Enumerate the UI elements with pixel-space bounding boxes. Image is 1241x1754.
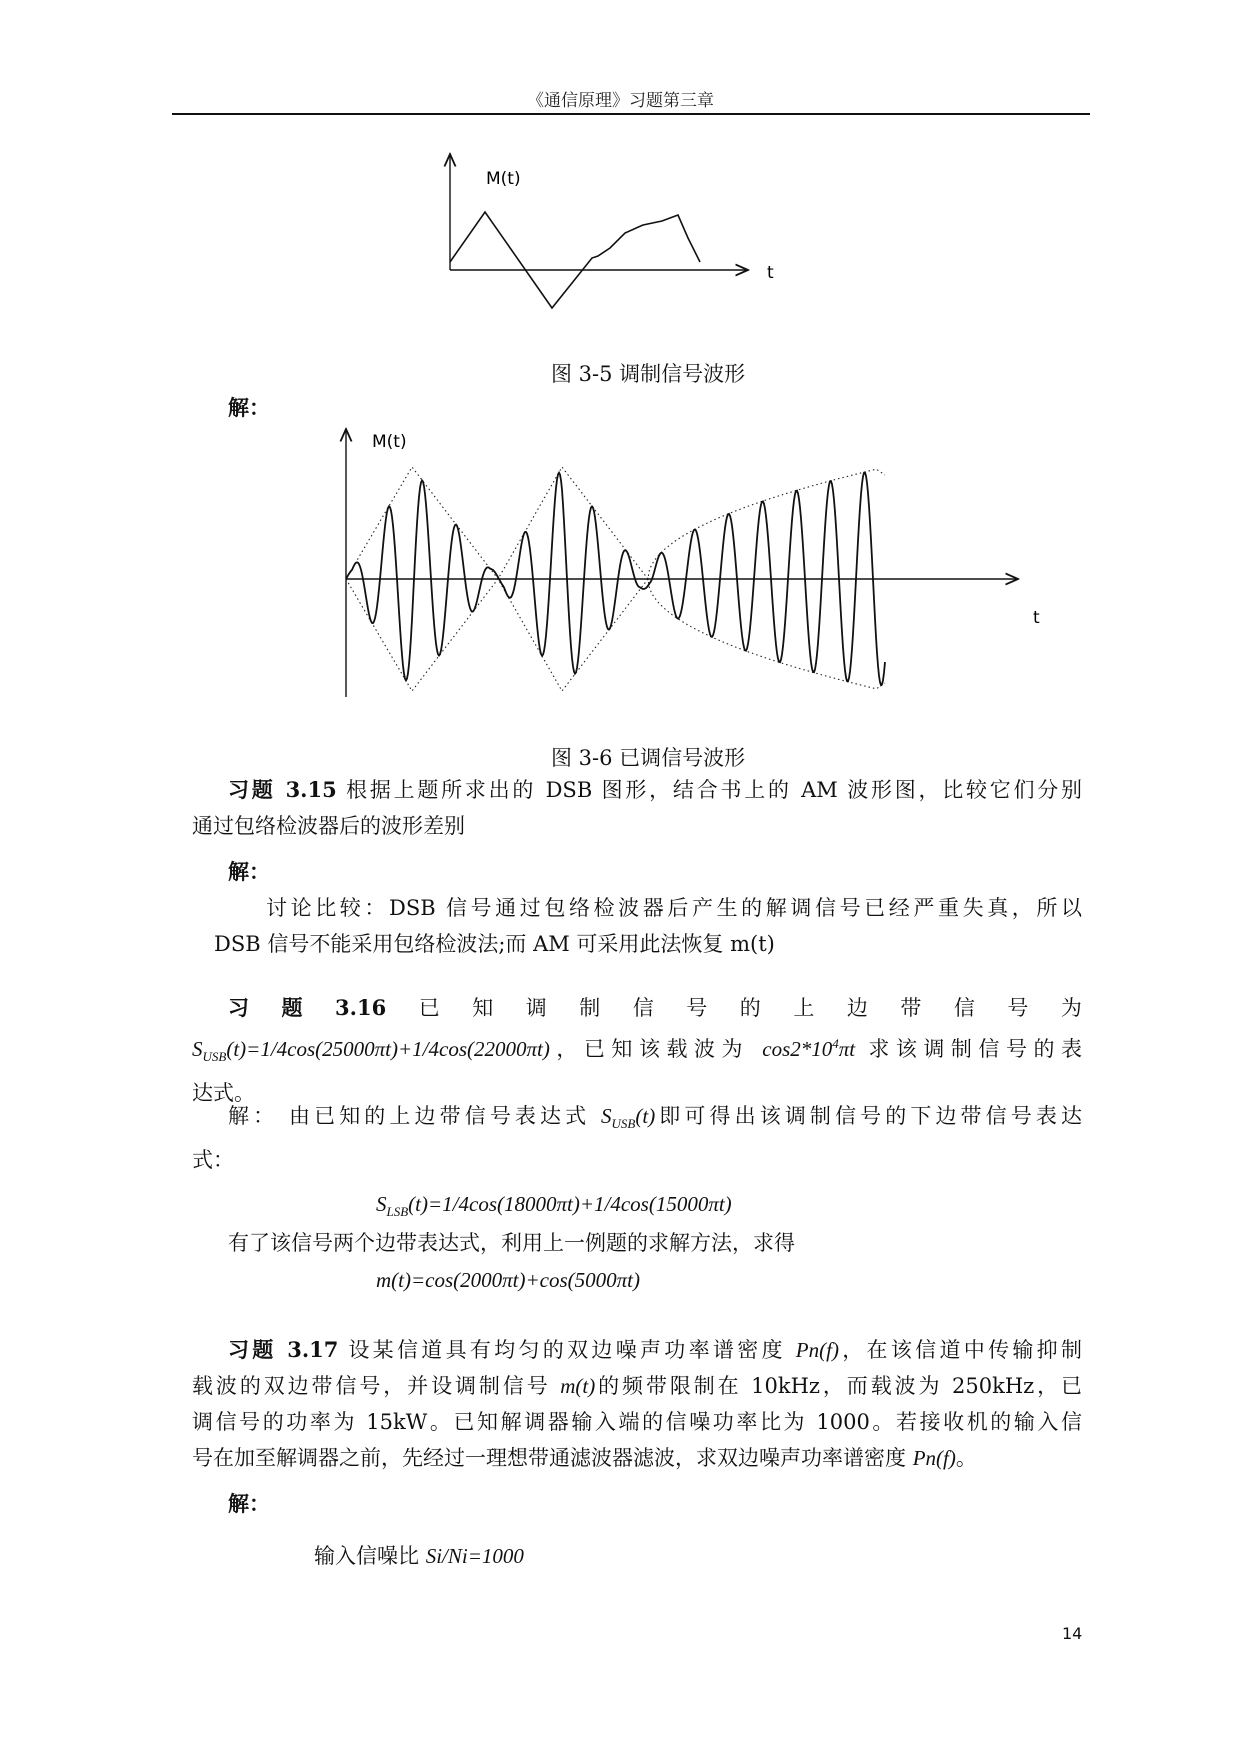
fig1-signal-curve — [450, 212, 700, 308]
ex316-char: 知 — [472, 996, 494, 1020]
ex316-usb-expr: $S_{USB}(t)=1/4\cos(25000\pi t)+1/4\cos(22000\pi t)$ — [192, 1037, 550, 1065]
ex316-m-expr: m(t)=cos(2000πt)+cos(5000πt) — [376, 1268, 640, 1292]
header-rule — [172, 113, 1090, 115]
ex316-char: 号 — [1007, 996, 1029, 1020]
ex316-char: 信 — [632, 996, 654, 1020]
ex316-char: 已 — [418, 996, 440, 1020]
ex316-char: 边 — [846, 996, 868, 1020]
ex316-char: 题 — [281, 995, 303, 1020]
ex316-statement — [192, 990, 1082, 1111]
ex316-answer — [192, 1098, 1082, 1178]
page-number: 14 — [1062, 1624, 1083, 1643]
ex317-line3: 调信号的功率为 15kW。已知解调器输入端的信噪功率比为 1000。若接收机的输入信 — [192, 1410, 1082, 1434]
ex315-label: 习题 3.15 — [228, 777, 337, 802]
figure-3-6 — [330, 425, 1060, 715]
ex316-char: 习 — [228, 995, 249, 1020]
figure-3-6-caption: 图 3-6 已调信号波形 — [551, 746, 746, 770]
ex316-answer-line1: 解： 由已知的上边带信号表达式 $S_{USB}(t)$即可得出该调制信号的下边带信号表达 — [228, 1104, 1082, 1132]
ex315-line2: 通过包络检波器后的波形差别 — [192, 814, 465, 838]
answer-label-1: 解： — [228, 395, 270, 420]
ex316-char: 上 — [793, 996, 815, 1020]
ex316-mid-text: ，已知该载波为 — [549, 1037, 750, 1061]
ex316-char: 号 — [686, 996, 708, 1020]
ex317-line4: 号在加至解调器之前，先经过一理想带通滤波器滤波，求双边噪声功率谱密度 Pn(f)。 — [192, 1446, 977, 1470]
ex315-answer-label: 解： — [228, 859, 270, 884]
ex316-result-text: 有了该信号两个边带表达式，利用上一例题的求解方法，求得 — [228, 1231, 795, 1255]
page-header-title: 《通信原理》习题第三章 — [527, 91, 714, 111]
ex315-answer-line1: 讨论比较：DSB 信号通过包络检波器后产生的解调信号已经严重失真，所以 — [266, 896, 1082, 920]
ex316-line1 — [192, 990, 1082, 1026]
ex317-answer-label: 解： — [228, 1491, 270, 1516]
fig1-x-label: t — [767, 263, 774, 283]
ex316-char: 3.16 — [335, 995, 387, 1020]
ex316-line2 — [192, 1026, 1082, 1075]
ex316-answer-line2: 式： — [192, 1148, 234, 1173]
fig2-y-label: M(t) — [372, 432, 407, 452]
fig1-y-label: M(t) — [486, 169, 521, 189]
ex315-answer-line2: DSB 信号不能采用包络检波法;而 AM 可采用此法恢复 m(t) — [214, 932, 775, 956]
ex316-char: 为 — [1060, 996, 1082, 1020]
ex315-answer — [214, 890, 1082, 962]
ex317-label: 习题 3.17 — [228, 1337, 339, 1362]
ex316-lsb-expr: $S_{LSB}(t)=1/4\cos(18000\pi t)+1/4\cos(15000\pi t)$ — [376, 1192, 732, 1220]
ex316-carrier-expr: $\cos 2*10^4\pi t$ — [762, 1036, 856, 1061]
ex317-line2: 载波的双边带信号，并设调制信号 m(t)的频带限制在 10kHz，而载波为 250kHz，已 — [192, 1374, 1083, 1398]
ex316-tail-text: 求该调制信号的表 — [868, 1037, 1082, 1061]
ex315-statement — [192, 772, 1082, 844]
ex316-char: 的 — [739, 996, 761, 1020]
ex316-line3: 达式。 — [192, 1081, 255, 1106]
fig2-x-label: t — [1033, 608, 1040, 628]
ex317-snr: 输入信噪比 Si/Ni=1000 — [314, 1544, 524, 1568]
figure-3-5 — [440, 150, 780, 320]
ex316-char: 制 — [579, 996, 601, 1020]
ex317-statement — [192, 1332, 1082, 1476]
ex316-char: 带 — [900, 996, 922, 1020]
figure-3-5-caption: 图 3-5 调制信号波形 — [551, 362, 746, 386]
ex316-char: 调 — [525, 996, 547, 1020]
ex316-char: 信 — [953, 996, 975, 1020]
ex317-line1: 习题 3.17 设某信道具有均匀的双边噪声功率谱密度 Pn(f)，在该信道中传输抑制 — [228, 1337, 1082, 1362]
ex315-line1: 根据上题所求出的 DSB 图形，结合书上的 AM 波形图，比较它们分别 — [346, 778, 1082, 802]
